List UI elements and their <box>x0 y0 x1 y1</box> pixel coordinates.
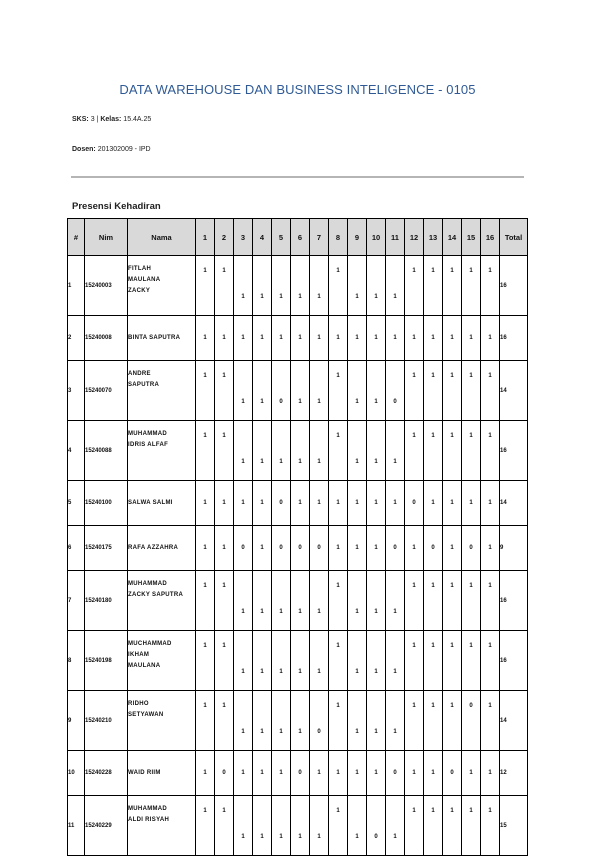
attendance-mark: 1 <box>424 256 443 316</box>
name-line: ZACKY SAPUTRA <box>128 592 184 598</box>
name-line: BINTA SAPUTRA <box>128 334 181 341</box>
total-cell: 15 <box>500 796 528 856</box>
total-cell: 14 <box>500 361 528 421</box>
attendance-mark: 1 <box>329 691 348 751</box>
attendance-mark: 1 <box>291 361 310 421</box>
name-cell <box>128 571 196 631</box>
attendance-mark: 1 <box>348 361 367 421</box>
attendance-mark: 1 <box>329 751 348 796</box>
attendance-mark: 1 <box>234 631 253 691</box>
total-cell: 16 <box>500 256 528 316</box>
attendance-mark: 1 <box>386 421 405 481</box>
kelas-value: 15.4A.25 <box>123 116 152 123</box>
row-number: 3 <box>68 361 85 421</box>
sks-value: 3 <box>90 116 95 123</box>
attendance-mark: 1 <box>272 571 291 631</box>
attendance-mark: 1 <box>196 631 215 691</box>
row-number: 7 <box>68 571 85 631</box>
attendance-mark: 1 <box>424 631 443 691</box>
attendance-mark: 1 <box>348 751 367 796</box>
attendance-mark: 1 <box>196 751 215 796</box>
name-line: MUHAMMAD <box>128 431 168 437</box>
attendance-mark: 1 <box>462 571 481 631</box>
attendance-mark: 1 <box>310 751 329 796</box>
attendance-mark: 1 <box>481 421 500 481</box>
column-header: 11 <box>386 219 405 256</box>
attendance-mark: 1 <box>310 316 329 361</box>
nim-cell: 15240210 <box>85 691 128 751</box>
attendance-mark: 1 <box>481 361 500 421</box>
attendance-mark: 0 <box>291 526 310 571</box>
attendance-mark: 1 <box>367 526 386 571</box>
attendance-mark: 1 <box>196 526 215 571</box>
attendance-mark: 1 <box>329 526 348 571</box>
name-line: SAPUTRA <box>128 382 160 388</box>
attendance-mark: 1 <box>253 481 272 526</box>
attendance-mark: 1 <box>310 481 329 526</box>
total-cell: 12 <box>500 751 528 796</box>
attendance-mark: 1 <box>215 631 234 691</box>
attendance-mark: 1 <box>367 481 386 526</box>
total-cell: 16 <box>500 316 528 361</box>
attendance-mark: 0 <box>272 361 291 421</box>
table-row <box>68 361 528 421</box>
attendance-mark: 1 <box>215 361 234 421</box>
sks-label: SKS: <box>72 116 89 123</box>
table-row <box>68 751 528 796</box>
attendance-mark: 1 <box>310 421 329 481</box>
attendance-mark: 1 <box>443 361 462 421</box>
attendance-mark: 1 <box>310 631 329 691</box>
attendance-mark: 1 <box>329 256 348 316</box>
attendance-mark: 1 <box>272 316 291 361</box>
column-header: 3 <box>234 219 253 256</box>
attendance-mark: 1 <box>348 691 367 751</box>
attendance-mark: 0 <box>443 751 462 796</box>
row-number: 4 <box>68 421 85 481</box>
attendance-mark: 1 <box>367 316 386 361</box>
name-cell <box>128 361 196 421</box>
attendance-mark: 1 <box>443 316 462 361</box>
total-cell: 16 <box>500 421 528 481</box>
attendance-mark: 1 <box>215 796 234 856</box>
attendance-mark: 1 <box>348 481 367 526</box>
attendance-mark: 0 <box>386 361 405 421</box>
name-line: ALDI RISYAH <box>128 817 170 823</box>
attendance-mark: 0 <box>462 691 481 751</box>
name-cell <box>128 316 196 361</box>
column-header: 1 <box>196 219 215 256</box>
nim-cell: 15240175 <box>85 526 128 571</box>
attendance-mark: 1 <box>329 481 348 526</box>
name-line: SALWA SALMI <box>128 499 173 506</box>
column-header: Nama <box>128 219 196 256</box>
attendance-mark: 1 <box>291 256 310 316</box>
name-cell <box>128 691 196 751</box>
attendance-mark: 1 <box>215 316 234 361</box>
table-body <box>68 256 528 856</box>
table-header-row <box>68 219 528 256</box>
attendance-mark: 1 <box>196 796 215 856</box>
lecturer-info <box>72 146 151 153</box>
name-cell <box>128 256 196 316</box>
column-header: 7 <box>310 219 329 256</box>
attendance-mark: 1 <box>481 571 500 631</box>
column-header: 9 <box>348 219 367 256</box>
attendance-mark: 1 <box>348 631 367 691</box>
attendance-mark: 1 <box>443 526 462 571</box>
attendance-mark: 1 <box>234 691 253 751</box>
name-cell <box>128 796 196 856</box>
name-line: IDRIS ALFAF <box>128 442 169 448</box>
attendance-mark: 1 <box>253 361 272 421</box>
nim-cell: 15240070 <box>85 361 128 421</box>
attendance-mark: 1 <box>272 256 291 316</box>
attendance-mark: 1 <box>405 361 424 421</box>
attendance-mark: 1 <box>386 796 405 856</box>
attendance-mark: 1 <box>367 421 386 481</box>
attendance-mark: 1 <box>310 256 329 316</box>
attendance-mark: 1 <box>291 316 310 361</box>
attendance-mark: 1 <box>405 571 424 631</box>
attendance-mark: 1 <box>386 571 405 631</box>
attendance-mark: 1 <box>424 751 443 796</box>
attendance-mark: 1 <box>272 631 291 691</box>
attendance-mark: 0 <box>272 526 291 571</box>
attendance-mark: 1 <box>196 316 215 361</box>
table-row <box>68 691 528 751</box>
attendance-mark: 1 <box>329 316 348 361</box>
attendance-mark: 1 <box>291 481 310 526</box>
attendance-mark: 1 <box>215 481 234 526</box>
attendance-mark: 1 <box>481 796 500 856</box>
attendance-mark: 1 <box>253 631 272 691</box>
name-line: MAULANA <box>128 663 161 669</box>
attendance-mark: 1 <box>405 256 424 316</box>
attendance-mark: 1 <box>329 796 348 856</box>
attendance-mark: 1 <box>234 481 253 526</box>
attendance-mark: 1 <box>272 421 291 481</box>
column-header: 6 <box>291 219 310 256</box>
attendance-table <box>67 218 528 856</box>
attendance-mark: 1 <box>424 796 443 856</box>
attendance-mark: 1 <box>253 751 272 796</box>
row-number: 11 <box>68 796 85 856</box>
row-number: 2 <box>68 316 85 361</box>
attendance-mark: 1 <box>348 571 367 631</box>
row-number: 1 <box>68 256 85 316</box>
attendance-mark: 1 <box>386 631 405 691</box>
attendance-mark: 1 <box>329 571 348 631</box>
attendance-mark: 1 <box>215 691 234 751</box>
row-number: 9 <box>68 691 85 751</box>
attendance-mark: 1 <box>253 316 272 361</box>
section-title: Presensi Kehadiran <box>72 201 161 212</box>
attendance-mark: 1 <box>310 796 329 856</box>
total-cell: 16 <box>500 631 528 691</box>
attendance-mark: 1 <box>272 691 291 751</box>
table-row <box>68 526 528 571</box>
nim-cell: 15240003 <box>85 256 128 316</box>
attendance-mark: 1 <box>348 256 367 316</box>
attendance-mark: 1 <box>196 361 215 421</box>
attendance-mark: 1 <box>386 691 405 751</box>
total-cell: 16 <box>500 571 528 631</box>
nim-cell: 15240180 <box>85 571 128 631</box>
attendance-mark: 1 <box>367 691 386 751</box>
name-line: SETYAWAN <box>128 712 164 718</box>
attendance-mark: 0 <box>310 526 329 571</box>
attendance-mark: 1 <box>481 631 500 691</box>
attendance-mark: 0 <box>462 526 481 571</box>
table-row <box>68 631 528 691</box>
column-header: 15 <box>462 219 481 256</box>
table-row <box>68 421 528 481</box>
attendance-mark: 0 <box>386 526 405 571</box>
dosen-label: Dosen: <box>72 146 96 153</box>
attendance-mark: 1 <box>367 751 386 796</box>
attendance-mark: 0 <box>310 691 329 751</box>
attendance-mark: 1 <box>234 421 253 481</box>
name-line: MUHAMMAD <box>128 581 168 587</box>
nim-cell: 15240088 <box>85 421 128 481</box>
attendance-mark: 1 <box>253 421 272 481</box>
table-row <box>68 481 528 526</box>
attendance-mark: 1 <box>253 526 272 571</box>
name-cell <box>128 631 196 691</box>
attendance-mark: 1 <box>234 361 253 421</box>
name-line: MAULANA <box>128 277 161 283</box>
dosen-value: 201302009 - IPD <box>97 146 151 153</box>
attendance-mark: 1 <box>462 631 481 691</box>
column-header: 8 <box>329 219 348 256</box>
column-header: 14 <box>443 219 462 256</box>
attendance-mark: 1 <box>291 421 310 481</box>
attendance-mark: 1 <box>424 691 443 751</box>
attendance-mark: 0 <box>367 796 386 856</box>
name-cell <box>128 421 196 481</box>
column-header: 13 <box>424 219 443 256</box>
attendance-mark: 1 <box>367 631 386 691</box>
attendance-mark: 1 <box>215 571 234 631</box>
separator: | <box>96 116 99 123</box>
name-line: IKHAM <box>128 652 150 658</box>
attendance-mark: 1 <box>462 796 481 856</box>
attendance-mark: 1 <box>386 481 405 526</box>
attendance-mark: 1 <box>405 421 424 481</box>
divider <box>71 176 524 178</box>
attendance-mark: 1 <box>348 421 367 481</box>
attendance-mark: 1 <box>443 571 462 631</box>
attendance-mark: 1 <box>481 256 500 316</box>
row-number: 6 <box>68 526 85 571</box>
attendance-mark: 1 <box>405 796 424 856</box>
attendance-mark: 1 <box>443 796 462 856</box>
attendance-mark: 1 <box>424 571 443 631</box>
table-row <box>68 571 528 631</box>
name-line: ZACKY <box>128 288 151 294</box>
attendance-mark: 1 <box>405 526 424 571</box>
attendance-mark: 1 <box>253 691 272 751</box>
course-info <box>72 116 151 123</box>
attendance-mark: 1 <box>462 256 481 316</box>
attendance-mark: 1 <box>215 256 234 316</box>
row-number: 10 <box>68 751 85 796</box>
attendance-mark: 1 <box>405 316 424 361</box>
name-cell <box>128 481 196 526</box>
attendance-mark: 1 <box>291 631 310 691</box>
attendance-mark: 1 <box>443 421 462 481</box>
attendance-mark: 1 <box>443 256 462 316</box>
table-row <box>68 256 528 316</box>
nim-cell: 15240008 <box>85 316 128 361</box>
attendance-mark: 1 <box>196 256 215 316</box>
attendance-mark: 1 <box>196 571 215 631</box>
nim-cell: 15240229 <box>85 796 128 856</box>
attendance-mark: 1 <box>196 691 215 751</box>
total-cell: 14 <box>500 691 528 751</box>
attendance-mark: 1 <box>234 256 253 316</box>
nim-cell: 15240198 <box>85 631 128 691</box>
attendance-mark: 1 <box>310 361 329 421</box>
row-number: 5 <box>68 481 85 526</box>
attendance-mark: 1 <box>291 691 310 751</box>
name-cell <box>128 526 196 571</box>
attendance-mark: 1 <box>329 421 348 481</box>
column-header: 2 <box>215 219 234 256</box>
attendance-mark: 0 <box>424 526 443 571</box>
nim-cell: 15240228 <box>85 751 128 796</box>
attendance-mark: 0 <box>272 481 291 526</box>
attendance-mark: 1 <box>253 796 272 856</box>
attendance-mark: 1 <box>234 796 253 856</box>
attendance-mark: 0 <box>291 751 310 796</box>
attendance-mark: 1 <box>215 526 234 571</box>
attendance-mark: 0 <box>215 751 234 796</box>
attendance-mark: 1 <box>253 571 272 631</box>
attendance-mark: 1 <box>253 256 272 316</box>
attendance-mark: 1 <box>367 256 386 316</box>
attendance-mark: 1 <box>405 751 424 796</box>
attendance-mark: 1 <box>348 796 367 856</box>
attendance-mark: 1 <box>424 481 443 526</box>
attendance-mark: 1 <box>443 631 462 691</box>
attendance-mark: 1 <box>462 316 481 361</box>
attendance-mark: 1 <box>310 571 329 631</box>
attendance-mark: 1 <box>196 421 215 481</box>
column-header: # <box>68 219 85 256</box>
attendance-mark: 1 <box>443 481 462 526</box>
column-header: 12 <box>405 219 424 256</box>
attendance-mark: 1 <box>462 361 481 421</box>
attendance-mark: 1 <box>329 361 348 421</box>
attendance-mark: 1 <box>443 691 462 751</box>
name-line: ANDRE <box>128 371 151 377</box>
attendance-mark: 1 <box>329 631 348 691</box>
column-header: 4 <box>253 219 272 256</box>
kelas-label: Kelas: <box>100 116 122 123</box>
attendance-mark: 1 <box>291 571 310 631</box>
attendance-mark: 1 <box>291 796 310 856</box>
total-cell: 14 <box>500 481 528 526</box>
attendance-mark: 0 <box>234 526 253 571</box>
attendance-mark: 1 <box>272 796 291 856</box>
column-header: 10 <box>367 219 386 256</box>
column-header: 16 <box>481 219 500 256</box>
attendance-mark: 1 <box>405 691 424 751</box>
attendance-mark: 1 <box>424 421 443 481</box>
attendance-mark: 0 <box>405 481 424 526</box>
name-cell <box>128 751 196 796</box>
attendance-mark: 1 <box>386 316 405 361</box>
attendance-mark: 1 <box>234 316 253 361</box>
name-line: RIDHO <box>128 701 149 707</box>
attendance-mark: 1 <box>462 481 481 526</box>
name-line: FITLAH <box>128 266 152 272</box>
attendance-mark: 1 <box>481 526 500 571</box>
name-line: WAID RIIM <box>128 769 161 776</box>
name-line: MUCHAMMAD <box>128 641 172 647</box>
attendance-mark: 1 <box>405 631 424 691</box>
nim-cell: 15240100 <box>85 481 128 526</box>
attendance-mark: 1 <box>424 361 443 421</box>
attendance-mark: 1 <box>462 751 481 796</box>
row-number: 8 <box>68 631 85 691</box>
attendance-mark: 1 <box>481 316 500 361</box>
column-header: 5 <box>272 219 291 256</box>
attendance-mark: 1 <box>215 421 234 481</box>
attendance-mark: 1 <box>481 691 500 751</box>
name-line: MUHAMMAD <box>128 806 168 812</box>
attendance-mark: 1 <box>462 421 481 481</box>
attendance-mark: 1 <box>481 481 500 526</box>
attendance-mark: 1 <box>481 751 500 796</box>
attendance-mark: 1 <box>348 316 367 361</box>
attendance-mark: 1 <box>367 361 386 421</box>
name-line: RAFA AZZAHRA <box>128 544 179 551</box>
total-cell: 9 <box>500 526 528 571</box>
page-title: DATA WAREHOUSE DAN BUSINESS INTELIGENCE - 0105 <box>119 82 476 97</box>
attendance-mark: 1 <box>348 526 367 571</box>
attendance-mark: 1 <box>367 571 386 631</box>
attendance-mark: 1 <box>234 571 253 631</box>
attendance-mark: 0 <box>386 751 405 796</box>
attendance-mark: 1 <box>386 256 405 316</box>
table-row <box>68 796 528 856</box>
column-header: Nim <box>85 219 128 256</box>
column-header: Total <box>500 219 528 256</box>
attendance-mark: 1 <box>272 751 291 796</box>
attendance-mark: 1 <box>234 751 253 796</box>
table-row <box>68 316 528 361</box>
attendance-mark: 1 <box>196 481 215 526</box>
attendance-mark: 1 <box>424 316 443 361</box>
